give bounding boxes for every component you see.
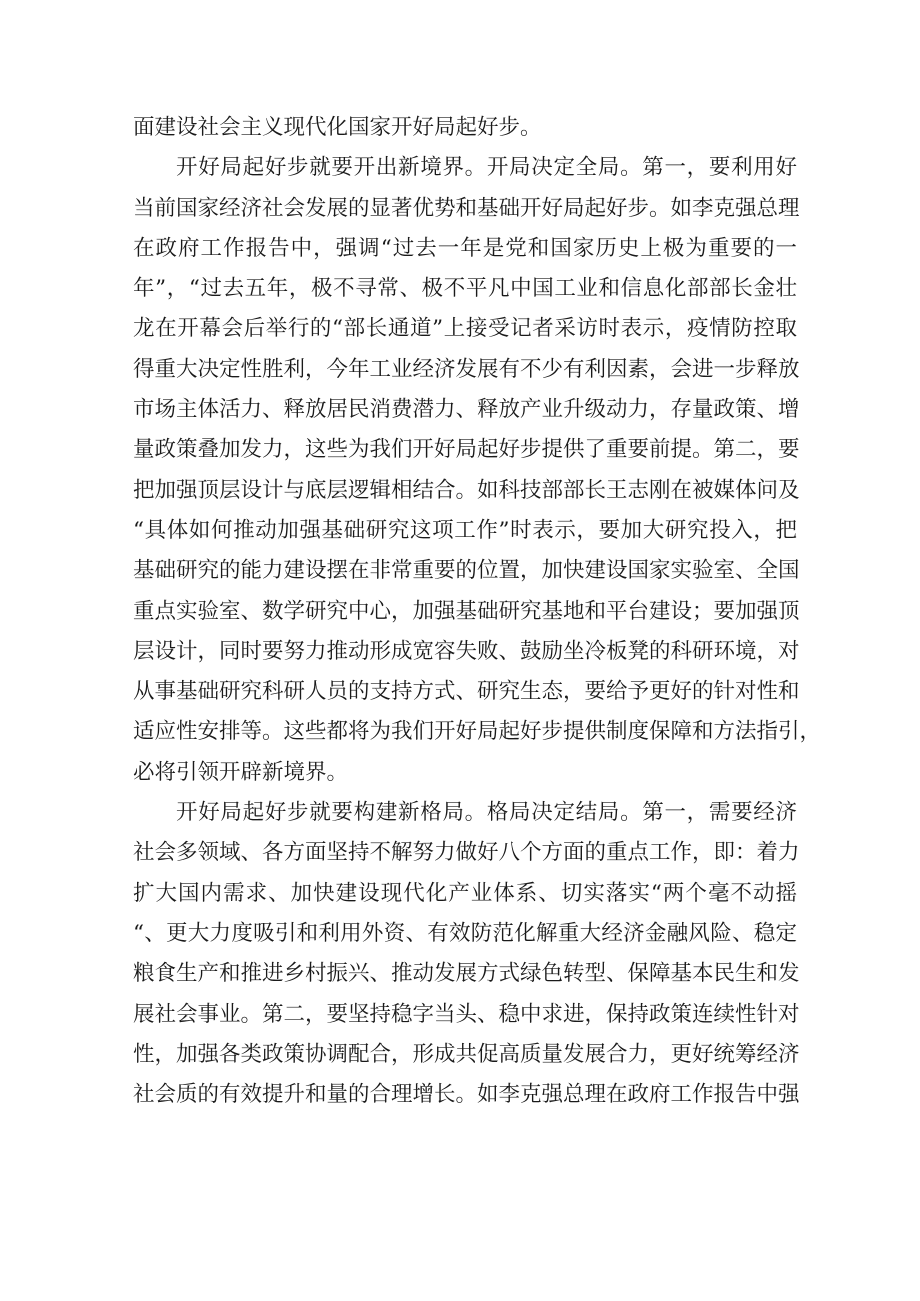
paragraph-continuation	[133, 108, 797, 148]
text-line: 性，加强各类政策协调配合，形成共促高质量发展合力，更好统筹经济	[133, 1041, 800, 1067]
text-line: 开好局起好步就要开出新境界。开局决定全局。第一，要利用好	[176, 155, 797, 181]
text-line: 量政策叠加发力，这些为我们开好局起好步提供了重要前提。第二，要	[133, 437, 800, 463]
text-line: “、更大力度吸引和利用外资、有效防范化解重大经济金融风险、稳定	[133, 920, 797, 946]
text-line: 龙在开幕会后举行的“部长通道”上接受记者采访时表示，疫情防控取	[133, 316, 797, 342]
text-line: 重点实验室、数学研究中心，加强基础研究基地和平台建设；要加强顶	[133, 598, 800, 624]
text-line: 基础研究的能力建设摆在非常重要的位置，加快建设国家实验室、全国	[133, 558, 800, 584]
paragraph-new-realm	[133, 148, 822, 793]
text-line: 得重大决定性胜利，今年工业经济发展有不少有利因素，会进一步释放	[133, 356, 800, 382]
text-line: 开好局起好步就要构建新格局。格局决定结局。第一，需要经济	[176, 800, 797, 826]
text-line: 展社会事业。第二，要坚持稳字当头、稳中求进，保持政策连续性针对	[133, 1001, 800, 1027]
text-line: 面建设社会主义现代化国家开好局起好步。	[133, 115, 542, 140]
text-line: 社会质的有效提升和量的合理增长。如李克强总理在政府工作报告中强	[133, 1082, 800, 1108]
text-line: 从事基础研究科研人员的支持方式、研究生态，要给予更好的针对性和	[133, 679, 800, 705]
text-line: 社会多领域、各方面坚持不解努力做好八个方面的重点工作，即：着力	[133, 840, 800, 866]
text-line: 年”，“过去五年，极不寻常、极不平凡中国工业和信息化部部长金壮	[133, 276, 797, 302]
text-line: 市场主体活力、释放居民消费潜力、释放产业升级动力，存量政策、增	[133, 397, 800, 423]
paragraph-new-pattern	[133, 793, 800, 1115]
text-line: 当前国家经济社会发展的显著优势和基础开好局起好步。如李克强总理	[133, 195, 800, 221]
document-body	[133, 108, 822, 1115]
text-line: 层设计，同时要努力推动形成宽容失败、鼓励坐冷板凳的科研环境，对	[133, 638, 800, 664]
text-line: “具体如何推动加强基础研究这项工作”时表示，要加大研究投入，把	[133, 517, 797, 543]
text-line: 扩大国内需求、加快建设现代化产业体系、切实落实“两个毫不动摇	[133, 880, 797, 906]
text-line: 把加强顶层设计与底层逻辑相结合。如科技部部长王志刚在被媒体问及	[133, 477, 800, 503]
text-line: 适应性安排等。这些都将为我们开好局起好步提供制度保障和方法指引，	[133, 719, 822, 745]
text-line: 必将引领开辟新境界。	[133, 759, 349, 785]
text-line: 粮食生产和推进乡村振兴、推动发展方式绿色转型、保障基本民生和发	[133, 961, 800, 987]
text-line: 在政府工作报告中，强调“过去一年是党和国家历史上极为重要的一	[133, 235, 797, 261]
